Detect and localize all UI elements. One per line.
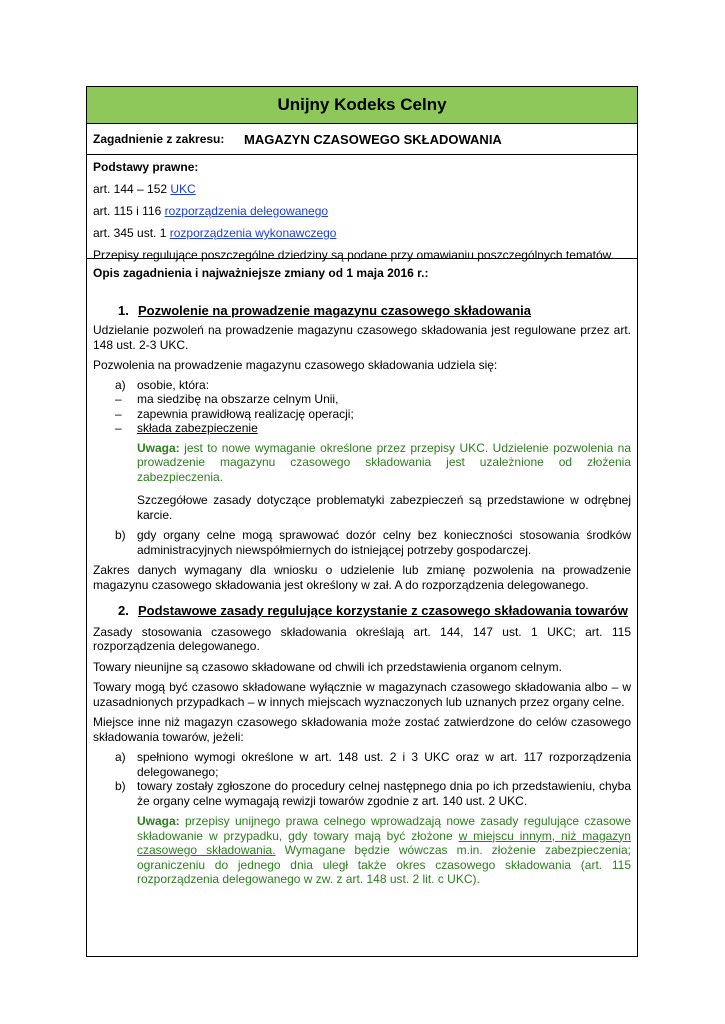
legal-line-text: art. 345 ust. 1 [93, 226, 170, 240]
ukc-link[interactable]: UKC [170, 182, 196, 196]
list-item [93, 378, 631, 393]
paragraph: Towary nieunijne są czasowo składowane od chwili ich przedstawienia organom celnym. [93, 659, 562, 674]
section-title: Pozwolenie na prowadzenie magazynu czasowego składowania [138, 302, 531, 318]
list-item [93, 528, 631, 557]
document-frame [86, 86, 638, 957]
warning-note [93, 441, 631, 485]
paragraph: Zasady stosowania czasowego składowania określają art. 144, 147 ust. 1 UKC; art. 115 rozporządzenia delegowanego. [93, 624, 631, 653]
note-text: Wymagane będzie wówczas m.in. złożenie zabezpieczenia; ograniczeniu do jednego dnia uległ także okres czasowego składowania (art. 115 rozporządzenia delegowanego w zw. z art. 148 ust. 2 lit. c UKC). [137, 843, 632, 886]
dash-marker: – [115, 392, 122, 406]
topic-label: Zagadnienie z zakresu: [93, 132, 225, 146]
section-number: 2. [118, 603, 129, 618]
warning-note [93, 814, 631, 887]
implementing-regulation-link[interactable]: rozporządzenia wykonawczego [169, 226, 337, 240]
section-number: 1. [118, 302, 129, 318]
list-text: ma siedzibę na obszarze celnym Unii, [137, 392, 339, 406]
list-marker: b) [115, 528, 126, 542]
description-heading: Opis zagadnienia i najważniejsze zmiany od 1 maja 2016 r.: [93, 266, 429, 280]
dash-marker: – [115, 406, 122, 421]
legal-line-implementing [93, 226, 631, 241]
info-note: Szczegółowe zasady dotyczące problematyki zabezpieczeń są przedstawione w odrębnej karcie. [137, 493, 631, 522]
list-text: zapewnia prawidłową realizację operacji; [137, 406, 354, 421]
paragraph: Miejsce inne niż magazyn czasowego składowania może zostać zatwierdzone do celów czasowego składowania towarów, jeżeli: [93, 715, 631, 744]
list-text: gdy organy celne mogą sprawować dozór celny bez konieczności stosowania środków administracyjnych niewspółmiernych do istniejącej potrzeby gospodarczej. [137, 528, 631, 557]
list-item [93, 421, 631, 436]
paragraph: Towary mogą być czasowo składowane wyłącznie w magazynach czasowego składowania albo – w uzasadnionych przypadkach – w innych miejscach wyznaczonych lub uznanych przez organy celne. [93, 680, 631, 709]
document-title: Unijny Kodeks Celny [277, 95, 447, 114]
note-text: przepisy unijnego prawa celnego wprowadzają nowe zasady regulujące czasowe składowanie w przypadku, gdy towary mają być złożone [137, 814, 631, 843]
section-1-heading [93, 304, 631, 319]
title-bar [87, 87, 637, 124]
list-item [93, 407, 631, 422]
section-2-heading [93, 604, 631, 619]
topic-value: MAGAZYN CZASOWEGO SKŁADOWANIA [244, 131, 502, 147]
list-marker: b) [115, 779, 126, 793]
description-section [87, 259, 637, 887]
list-item [93, 392, 631, 407]
list-item [93, 750, 631, 779]
legal-heading: Podstawy prawne: [93, 160, 199, 174]
list-item [93, 779, 631, 808]
dash-marker: – [115, 421, 122, 435]
paragraph: Zakres danych wymagany dla wniosku o udzielenie lub zmianę pozwolenia na prowadzenie magazynu czasowego składowania jest określony w zał. A do rozporządzenia delegowanego. [93, 563, 631, 592]
list-text: osobie, która: [137, 377, 210, 392]
legal-note: Przepisy regulujące poszczególne dziedziny są podane przy omawianiu poszczególnych tematów. [93, 248, 614, 262]
delegated-regulation-link[interactable]: rozporządzenia delegowanego [164, 204, 329, 218]
list-text: składa zabezpieczenie [137, 421, 258, 435]
legal-line-text: art. 115 i 116 [93, 204, 165, 218]
list-marker: a) [115, 750, 126, 764]
note-label: Uwaga: [137, 440, 180, 455]
legal-line-text: art. 144 – 152 [93, 182, 171, 196]
legal-line-delegated [93, 204, 631, 219]
note-underlined-text: w miejscu innym, niż magazyn czasowego składowania. [137, 828, 631, 857]
legal-line-ukc [93, 182, 631, 197]
list-text: towary zostały zgłoszone do procedury celnej następnego dnia po ich przedstawieniu, chyba że organy celne wymagają rewizji towarów zgodnie z art. 140 ust. 2 UKC. [137, 779, 631, 808]
list-text: spełniono wymogi określone w art. 148 ust. 2 i 3 UKC oraz w art. 117 rozporządzenia delegowanego; [137, 750, 631, 779]
legal-basis-section [87, 155, 637, 262]
list-marker: a) [115, 377, 126, 392]
topic-row [87, 124, 637, 155]
note-text: jest to nowe wymaganie określone przez przepisy UKC. Udzielenie pozwolenia na prowadzenie magazynu czasowego składowania jest uzależnione od złożenia zabezpieczenia. [137, 440, 631, 484]
paragraph: Udzielanie pozwoleń na prowadzenie magazynu czasowego składowania jest regulowane przez art. 148 ust. 2-3 UKC. [93, 323, 631, 352]
paragraph: Pozwolenia na prowadzenie magazynu czasowego składowania udziela się: [93, 358, 498, 372]
note-label: Uwaga: [137, 814, 180, 828]
section-title: Podstawowe zasady regulujące korzystanie z czasowego składowania towarów [138, 603, 628, 618]
